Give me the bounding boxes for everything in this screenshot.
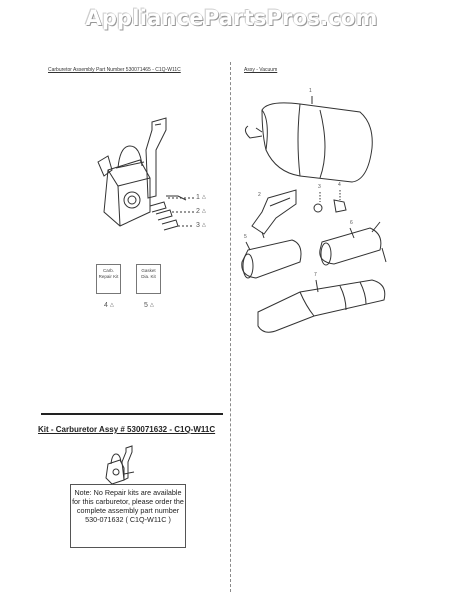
callout-vac-3: 3 — [318, 184, 321, 190]
vacuum-header: Assy - Vacuum — [244, 67, 278, 73]
callout-kit-4: 4 — [104, 302, 108, 309]
callout-carb-2: 2 — [196, 208, 200, 215]
section-rule — [41, 413, 223, 415]
callout-vac-1: 1 — [309, 88, 312, 94]
callout-vac-5: 5 — [244, 234, 247, 240]
warning-triangle-icon: △ — [202, 194, 206, 200]
warning-triangle-icon: △ — [110, 302, 114, 308]
carburetor-header: Carburetor Assembly Part Number 530071465 - C1Q-W11C — [48, 67, 181, 73]
callout-carb-1: 1 — [196, 194, 200, 201]
warning-triangle-icon: △ — [202, 208, 206, 214]
callout-vac-6: 6 — [350, 220, 353, 226]
warning-triangle-icon: △ — [150, 302, 154, 308]
note-box: Note: No Repair kits are available for this carburetor, please order the complete assembly part number 530-071632 ( C1Q-W11C ) — [70, 484, 186, 548]
callout-carb-3: 3 — [196, 222, 200, 229]
callout-vac-4: 4 — [338, 182, 341, 188]
gasket-kit-box: Gasket Dia. Kit — [136, 264, 161, 294]
callout-vac-7: 7 — [314, 272, 317, 278]
watermark-logo: AppliancePartsPros.com — [85, 6, 378, 30]
callout-kit-5: 5 — [144, 302, 148, 309]
kit-title: Kit - Carburetor Assy # 530071632 - C1Q-W11C — [38, 425, 216, 434]
callout-vac-2: 2 — [258, 192, 261, 198]
carb-repair-kit-box: Carb. Repair Kit — [96, 264, 121, 294]
warning-triangle-icon: △ — [202, 222, 206, 228]
